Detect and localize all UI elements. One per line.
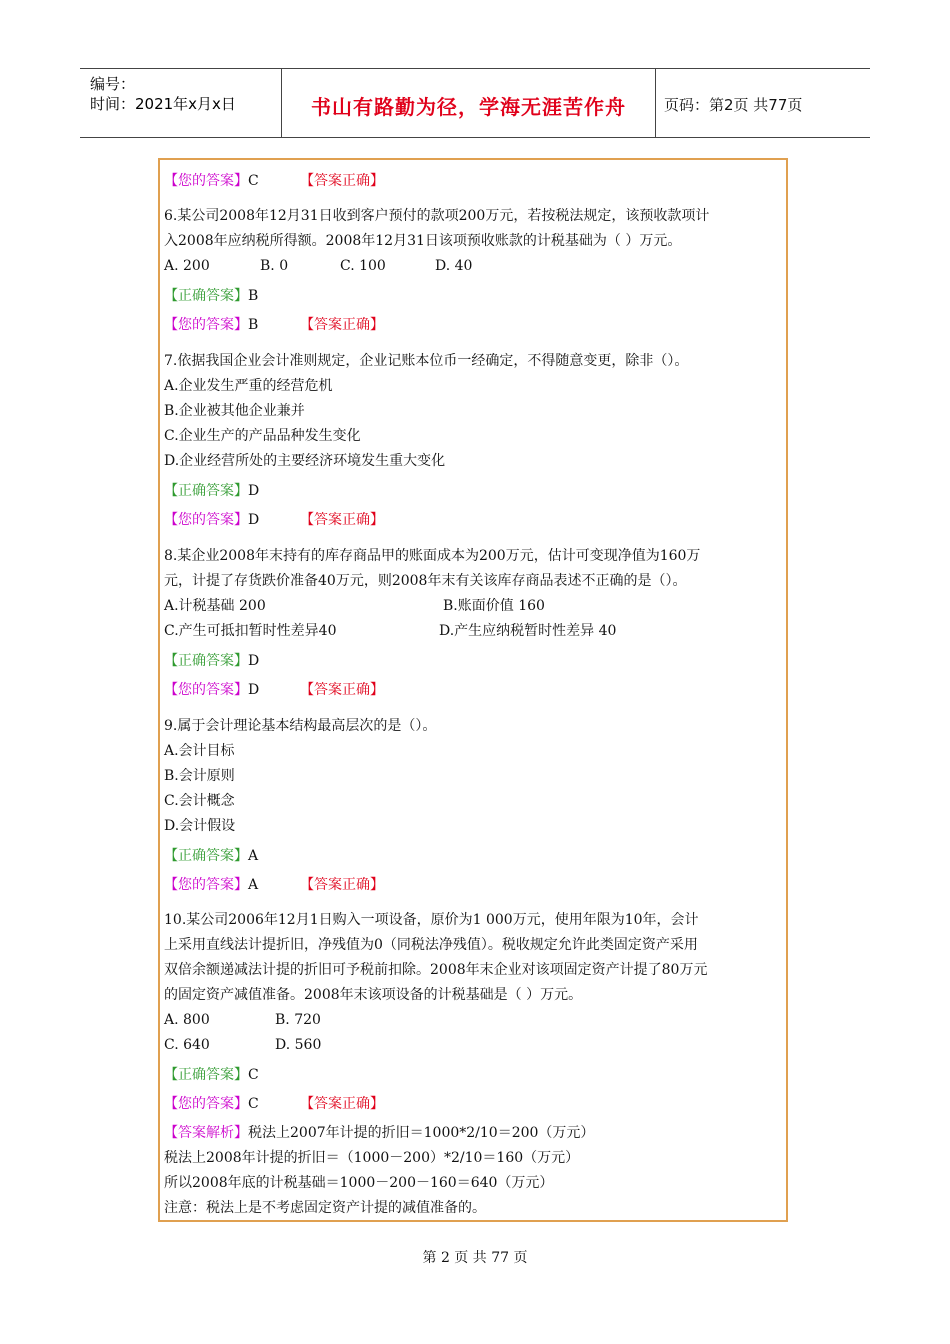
your-answer-label: 【您的答案】	[164, 317, 248, 333]
number-label: 编号：	[90, 75, 136, 93]
header-meta-cell	[80, 69, 282, 137]
q7-option-c: C.企业生产的产品品种发生变化	[164, 428, 361, 444]
q6-stem-line2: 入2008年应纳税所得额。2008年12月31日该项预收账款的计税基础为（ ）万元。	[164, 233, 682, 249]
q6-stem-line1: 6.某公司2008年12月31日收到客户预付的款项200万元，若按税法规定，该预收款项计	[164, 208, 710, 224]
q10-stem-line3: 双倍余额递减法计提的折旧可予税前扣除。2008年末企业对该项固定资产计提了80万元	[164, 962, 708, 978]
q7-option-d: D.企业经营所处的主要经济环境发生重大变化	[164, 453, 446, 469]
correct-answer-value: A	[248, 848, 259, 864]
q8-option-d: D.产生应纳税暂时性差异 40	[439, 623, 617, 639]
q6-option-c: C. 100	[340, 258, 386, 274]
q10-analysis-line4: 注意：税法上是不考虑固定资产计提的减值准备的。	[164, 1200, 486, 1216]
q8-stem-line2: 元，计提了存货跌价准备40万元，则2008年末有关该库存商品表述不正确的是（）。	[164, 573, 687, 589]
your-answer-label: 【您的答案】	[164, 512, 248, 528]
q8-your-answer	[164, 681, 259, 699]
page-info: 页码：第2页 共77页	[664, 96, 803, 114]
q9-option-d: D.会计假设	[164, 818, 236, 834]
your-answer-value: C	[248, 1096, 259, 1112]
correct-answer-value: B	[248, 288, 259, 304]
q10-analysis-line2: 税法上2008年计提的折旧＝（1000－200）*2/10＝160（万元）	[164, 1150, 580, 1166]
q10-stem-line2: 上采用直线法计提折旧，净残值为0（同税法净残值）。税收规定允许此类固定资产采用	[164, 937, 698, 953]
q10-option-d: D. 560	[275, 1037, 322, 1053]
q10-option-b: B. 720	[275, 1012, 321, 1028]
correct-answer-value: D	[248, 483, 260, 499]
your-answer-value: B	[248, 317, 259, 333]
your-answer-value: D	[248, 682, 260, 698]
q9-option-c: C.会计概念	[164, 793, 235, 809]
q10-correct-answer	[164, 1066, 259, 1084]
correct-answer-value: C	[248, 1067, 259, 1083]
q9-option-a: A.会计目标	[164, 743, 235, 759]
motto-text: 书山有路勤为径，学海无涯苦作舟	[311, 95, 626, 119]
q8-option-a: A.计税基础 200	[164, 598, 266, 614]
q10-analysis-line1	[164, 1124, 594, 1142]
header-page-cell	[656, 69, 870, 137]
header-motto-cell	[282, 69, 656, 137]
q8-correct-answer	[164, 652, 259, 670]
q10-stem-line1: 10.某公司2006年12月1日购入一项设备，原价为1 000万元，使用年限为10年，会计	[164, 912, 699, 928]
q9-stem: 9.属于会计理论基本结构最高层次的是（）。	[164, 718, 437, 734]
page-header	[80, 68, 870, 138]
answer-correct-badge: 【答案正确】	[300, 317, 384, 333]
q6-option-b: B. 0	[260, 258, 289, 274]
analysis-label: 【答案解析】	[164, 1125, 248, 1141]
q9-option-b: B.会计原则	[164, 768, 235, 784]
q10-option-c: C. 640	[164, 1037, 210, 1053]
q10-stem-line4: 的固定资产减值准备。2008年末该项设备的计税基础是（ ）万元。	[164, 987, 583, 1003]
correct-answer-label: 【正确答案】	[164, 483, 248, 499]
your-answer-label: 【您的答案】	[164, 877, 248, 893]
time-label: 时间：2021年x月x日	[90, 95, 236, 113]
correct-answer-label: 【正确答案】	[164, 288, 248, 304]
your-answer-label: 【您的答案】	[164, 1096, 248, 1112]
your-answer-value: A	[248, 877, 259, 893]
q10-option-a: A. 800	[164, 1012, 210, 1028]
answer-correct-badge: 【答案正确】	[300, 173, 384, 189]
analysis-text: 税法上2007年计提的折旧＝1000*2/10＝200（万元）	[248, 1125, 595, 1141]
q8-option-b: B.账面价值 160	[443, 598, 545, 614]
q9-correct-answer	[164, 847, 258, 865]
q7-stem: 7.依据我国企业会计准则规定，企业记账本位币一经确定，不得随意变更，除非（）。	[164, 353, 689, 369]
your-answer-value: C	[248, 173, 259, 189]
q7-option-b: B.企业被其他企业兼并	[164, 403, 305, 419]
q8-stem-line1: 8.某企业2008年末持有的库存商品甲的账面成本为200万元，估计可变现净值为160万	[164, 548, 701, 564]
q10-your-answer	[164, 1095, 259, 1113]
answer-correct-badge: 【答案正确】	[300, 512, 384, 528]
q7-correct-answer	[164, 482, 259, 500]
q6-option-d: D. 40	[435, 258, 473, 274]
q9-your-answer	[164, 876, 258, 894]
answer-correct-badge: 【答案正确】	[300, 682, 384, 698]
answer-correct-badge: 【答案正确】	[300, 1096, 384, 1112]
your-answer-label: 【您的答案】	[164, 682, 248, 698]
q5-your-answer	[164, 172, 259, 190]
your-answer-value: D	[248, 512, 260, 528]
correct-answer-value: D	[248, 653, 260, 669]
correct-answer-label: 【正确答案】	[164, 653, 248, 669]
correct-answer-label: 【正确答案】	[164, 848, 248, 864]
q6-your-answer	[164, 316, 258, 334]
q6-option-a: A. 200	[164, 258, 210, 274]
page-footer: 第 2 页 共 77 页	[422, 1250, 528, 1266]
q10-analysis-line3: 所以2008年底的计税基础＝1000－200－160＝640（万元）	[164, 1175, 554, 1191]
q6-correct-answer	[164, 287, 258, 305]
q7-your-answer	[164, 511, 259, 529]
correct-answer-label: 【正确答案】	[164, 1067, 248, 1083]
q8-option-c: C.产生可抵扣暂时性差异40	[164, 623, 337, 639]
q7-option-a: A.企业发生严重的经营危机	[164, 378, 333, 394]
question-box	[158, 158, 788, 1222]
your-answer-label: 【您的答案】	[164, 173, 248, 189]
answer-correct-badge: 【答案正确】	[300, 877, 384, 893]
